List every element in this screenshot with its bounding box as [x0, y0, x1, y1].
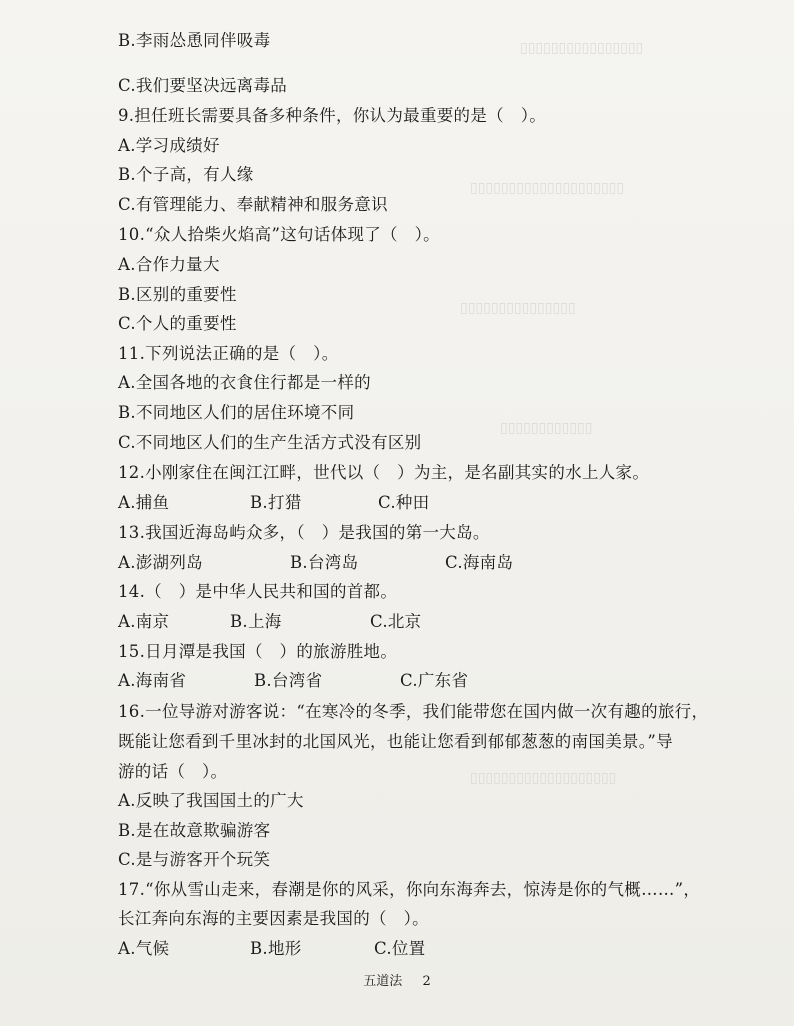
option-line: A.学习成绩好	[118, 136, 220, 155]
option-line: A.反映了我国国土的广大	[118, 791, 304, 810]
question-line: 10.“众人拾柴火焰高”这句话体现了（ ）。	[118, 225, 440, 244]
option-b: B.台湾岛	[290, 553, 359, 572]
options-row-q15	[118, 670, 468, 692]
option-c: C.海南岛	[445, 553, 514, 572]
option-b: B.打猎	[250, 493, 302, 512]
option-line: B.个子高，有人缘	[118, 165, 254, 184]
option-a: A.海南省	[118, 671, 187, 690]
question-line: 既能让您看到千里冰封的北国风光，也能让您看到郁郁葱葱的南国美景。”导	[118, 732, 673, 751]
option-line: A.合作力量大	[118, 255, 220, 274]
question-line: 14.（ ）是中华人民共和国的首都。	[118, 582, 398, 601]
option-b: B.地形	[250, 939, 302, 958]
option-c: C.广东省	[400, 671, 469, 690]
show-through-text: ▯▯▯▯▯▯▯▯▯▯▯▯▯▯▯	[460, 300, 576, 316]
question-line: 16.一位导游对游客说：“在寒冷的冬季，我们能带您在国内做一次有趣的旅行，	[118, 702, 709, 721]
option-line: B.区别的重要性	[118, 285, 237, 304]
option-b: B.台湾省	[254, 671, 323, 690]
option-line: A.全国各地的衣食住行都是一样的	[118, 373, 371, 392]
page-footer	[0, 970, 794, 989]
option-b: B.上海	[230, 612, 282, 631]
question-line: 长江奔向东海的主要因素是我国的（ ）。	[118, 909, 429, 928]
question-line: 游的话（ ）。	[118, 762, 228, 781]
question-line: 15.日月潭是我国（ ）的旅游胜地。	[118, 642, 398, 661]
show-through-text: ▯▯▯▯▯▯▯▯▯▯▯▯	[500, 420, 593, 436]
show-through-text: ▯▯▯▯▯▯▯▯▯▯▯▯▯▯▯▯▯▯▯▯	[470, 180, 625, 196]
question-line: 17.“你从雪山走来，春潮是你的风采，你向东海奔去，惊涛是你的气概……”，	[118, 880, 701, 899]
option-line: C.不同地区人们的生产生活方式没有区别	[118, 433, 422, 452]
footer-page-number: 2	[422, 974, 431, 989]
option-c: C.种田	[378, 493, 430, 512]
option-line: B.李雨怂恿同伴吸毒	[118, 31, 271, 50]
option-a: A.南京	[118, 612, 170, 631]
options-row-q12	[118, 492, 429, 514]
show-through-text: ▯▯▯▯▯▯▯▯▯▯▯▯▯▯▯▯▯▯▯	[470, 770, 617, 786]
option-line: C.是与游客开个玩笑	[118, 850, 271, 869]
options-row-q17	[118, 938, 425, 960]
options-row-q13	[118, 552, 513, 574]
question-line: 11.下列说法正确的是（ ）。	[118, 344, 339, 363]
option-c: C.北京	[370, 612, 422, 631]
option-line: B.不同地区人们的居住环境不同	[118, 403, 355, 422]
option-a: A.捕鱼	[118, 493, 170, 512]
option-a: A.气候	[118, 939, 170, 958]
option-line: C.个人的重要性	[118, 314, 237, 333]
question-line: 12.小刚家住在闽江江畔，世代以（ ）为主，是名副其实的水上人家。	[118, 463, 650, 482]
option-line: B.是在故意欺骗游客	[118, 821, 271, 840]
option-c: C.位置	[374, 939, 426, 958]
option-line: C.有管理能力、奉献精神和服务意识	[118, 195, 388, 214]
question-line: 9.担任班长需要具备多种条件，你认为最重要的是（ ）。	[118, 106, 547, 125]
footer-subject: 五道法	[363, 974, 403, 989]
question-line: 13.我国近海岛屿众多，（ ）是我国的第一大岛。	[118, 523, 490, 542]
options-row-q14	[118, 611, 421, 633]
show-through-text: ▯▯▯▯▯▯▯▯▯▯▯▯▯▯▯▯	[520, 40, 644, 56]
option-a: A.澎湖列岛	[118, 553, 203, 572]
option-line: C.我们要坚决远离毒品	[118, 76, 288, 95]
